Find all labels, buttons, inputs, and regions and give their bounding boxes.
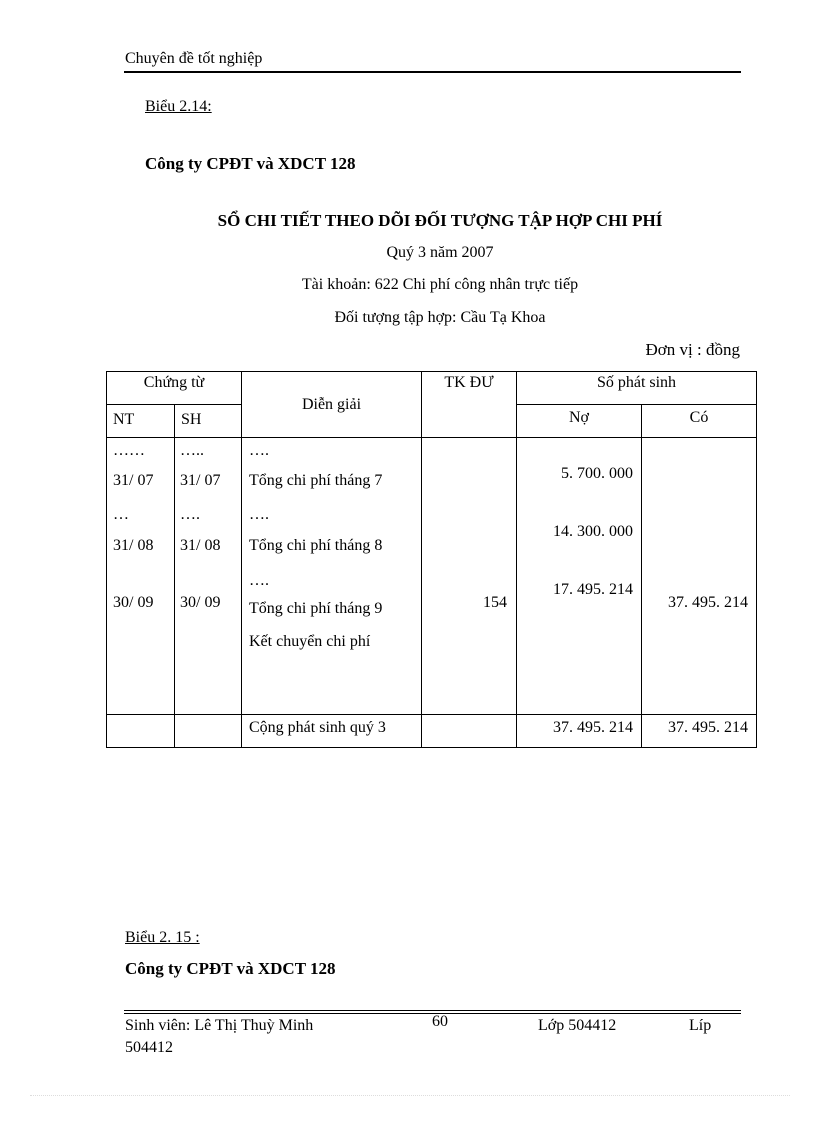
total-nt [107,715,175,748]
header-sh: SH [175,405,242,438]
ledger-table [106,371,757,748]
tk-du-column [422,438,517,715]
header-no: Nợ [517,405,642,438]
nt-entry: 31/ 08 [113,537,154,554]
footer-rule [124,1010,741,1011]
dien-giai-entry: Kết chuyển chi phí [249,633,371,650]
report-unit: Đơn vị : đồng [645,340,740,359]
nt-entry: …… [113,442,145,459]
report-account: Tài khoản: 622 Chi phí công nhân trực tiếp [301,276,579,293]
dien-giai-entry: Tổng chi phí tháng 8 [249,537,383,554]
header-dien-giai: Diễn giải [242,372,422,438]
footer-class: Lớp 504412 [538,1017,617,1034]
no-entry: 5. 700. 000 [561,465,633,482]
report-object: Đối tượng tập hợp: Cầu Tạ Khoa [334,309,546,326]
section2-label: Biểu 2. 15 : [125,929,200,946]
header-so-phat-sinh: Số phát sinh [517,372,757,405]
dien-giai-entry: Tổng chi phí tháng 9 [249,600,383,617]
tk-du-entry: 154 [483,594,507,611]
header-chung-tu: Chứng từ [107,372,242,405]
page-edge-dotted-line [30,1095,790,1096]
header-rule [124,71,741,73]
nt-column [107,438,175,715]
header-title: Chuyên đề tốt nghiệp [125,50,263,67]
header-co: Có [642,405,757,438]
nt-entry: 31/ 07 [113,472,154,489]
section1-company: Công ty CPĐT và XDCT 128 [145,154,356,173]
footer-student-id: 504412 [125,1039,173,1056]
sh-entry: 31/ 07 [180,472,221,489]
nt-entry: 30/ 09 [113,594,154,611]
total-co: 37. 495. 214 [642,715,757,748]
dien-giai-entry: …. [249,572,269,589]
no-entry: 17. 495. 214 [553,581,633,598]
dien-giai-entry: …. [249,506,269,523]
total-sh [175,715,242,748]
footer-class-short: Líp [689,1017,712,1034]
sh-entry: 31/ 08 [180,537,221,554]
dien-giai-entry: …. [249,442,269,459]
dien-giai-column [242,438,422,715]
nt-entry: … [113,506,129,523]
sh-column [175,438,242,715]
footer-student: Sinh viên: Lê Thị Thuỳ Minh [125,1017,314,1034]
page-number: 60 [432,1013,448,1030]
report-title: SỔ CHI TIẾT THEO DÕI ĐỐI TƯỢNG TẬP HỢP CHI PHÍ [217,211,663,230]
co-entry: 37. 495. 214 [668,594,748,611]
dien-giai-entry: Tổng chi phí tháng 7 [249,472,383,489]
total-tk [422,715,517,748]
no-column [517,438,642,715]
sh-entry: 30/ 09 [180,594,221,611]
total-no: 37. 495. 214 [517,715,642,748]
co-column [642,438,757,715]
total-label: Cộng phát sinh quý 3 [242,715,422,748]
report-period: Quý 3 năm 2007 [386,244,494,261]
section1-label: Biểu 2.14: [145,98,212,115]
sh-entry: ….. [180,442,204,459]
header-nt: NT [107,405,175,438]
sh-entry: …. [180,506,200,523]
header-tk-du: TK ĐƯ [422,372,517,438]
no-entry: 14. 300. 000 [553,523,633,540]
section2-company: Công ty CPĐT và XDCT 128 [125,959,336,978]
